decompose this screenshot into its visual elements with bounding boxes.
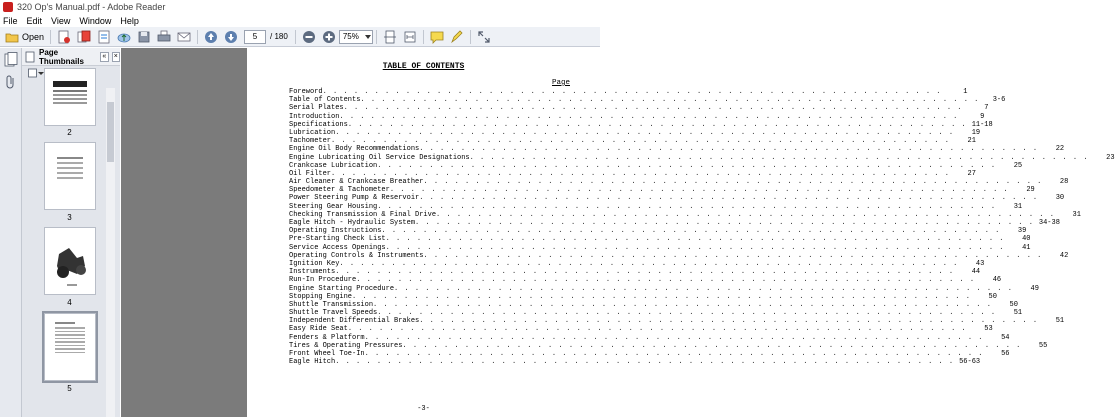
toc-entry-page: 44 (971, 268, 981, 277)
toc-entry (289, 309, 1023, 318)
toc-entry (289, 112, 985, 121)
toc-entry (289, 341, 1048, 350)
toc-leader-dots: . . . . . . . . . . . . . . . . . . . . . . . . . . . . . . . . . . . . . . . . . . . . . . . . . . . . . . . . . . . . (360, 96, 980, 105)
toc-leader-dots: . . . . . . . . . . . . . . . . . . . . . . . . . . . . . . . . . . . . . . . . . . . . . . . . . . . . . . . . . . . . (356, 276, 976, 285)
adobe-reader-icon (3, 2, 13, 12)
fit-page-icon (383, 30, 397, 44)
toc-entry-title: Eagle Hitch (289, 358, 336, 367)
toc-leader-dots: . . . . . . . . . . . . . . . . . . . . . . . . . . . . . . . . . . . . . . . . . . . . . . . . . . . . . . . . . . . . (331, 137, 950, 146)
fit-page-button[interactable] (382, 29, 398, 45)
toc-entry (289, 145, 1065, 154)
toc-leader-dots: . . . . . . . . . . . . . . . . . . . . . . . . . . . . . . . . . . . . . . . . . . . . . . . . . . . . . . . . . . . . (347, 325, 967, 334)
paperclip-icon (4, 74, 18, 90)
fit-width-icon (403, 30, 417, 44)
toc-entry-page: 22 (1055, 145, 1065, 154)
create-pdf-button[interactable] (56, 29, 72, 45)
toc-entry-title: Eagle Hitch - Hydraulic System (289, 219, 416, 227)
toc-entry-page: 43 (975, 259, 985, 268)
toc-entry-title: Tires & Operating Pressures (289, 341, 403, 350)
zoom-out-button[interactable] (301, 29, 317, 45)
toc-entry-title: Checking Transmission & Final Drive (289, 210, 437, 219)
toc-entry (289, 153, 1115, 162)
toc-entry-title: Oil Filter (289, 169, 332, 178)
page-total: / 180 (270, 32, 288, 41)
toc-leader-dots: . . . . . . . . . . . . . . . . . . . . . . . . . . . . . . . . . . . . . . . . . . . . . . . . . . . . . . . . . . . . (381, 227, 1001, 236)
toc-entry-title: Tachometer (289, 137, 332, 146)
toc-entry (289, 227, 1027, 236)
toc-entry (289, 276, 1002, 285)
minus-circle-icon (302, 30, 316, 44)
comment-icon (430, 30, 444, 44)
next-page-button[interactable] (223, 29, 239, 45)
toc-entry (289, 259, 985, 268)
thumbnail-label: 2 (67, 128, 72, 137)
toc-entry (289, 300, 1018, 309)
toc-entry (289, 210, 1081, 219)
toc-leader-dots: . . . . . . . . . . . . . . . . . . . . . . . . . . . . . . . . . . . . . . . . . . . . . . . . . . . . . . . . . . . . (331, 169, 950, 178)
toc-entry-title: Instruments (289, 268, 336, 277)
arrow-up-icon (204, 30, 218, 44)
toc-entry-title: Run-In Procedure (289, 276, 357, 285)
toc-entry (289, 219, 1060, 227)
folder-icon (5, 31, 19, 43)
page-number-input[interactable]: 5 (244, 30, 266, 44)
toc-entry-title: Engine Starting Procedure (289, 284, 395, 293)
toc-entry-title: Stopping Engine (289, 292, 353, 301)
toc-entry-page: 41 (1022, 243, 1031, 252)
thumbnail-label: 3 (67, 213, 72, 222)
toolbar-separator (50, 30, 51, 44)
toc-entry-title: Independent Differential Brakes (289, 317, 420, 326)
save-button[interactable] (136, 29, 152, 45)
toc-entry (289, 243, 1031, 252)
toolbar (0, 27, 600, 47)
sign-pen-icon (450, 30, 464, 44)
toc-entry-title: Table of Contents (289, 96, 361, 105)
window-title: 320 Op's Manual.pdf - Adobe Reader (17, 2, 166, 12)
toc-entry-page: 34-38 (1038, 219, 1060, 227)
toc-entry (289, 186, 1035, 195)
toc-entry-page: 29 (1026, 186, 1035, 195)
toc-entry (289, 104, 989, 113)
expand-icon (477, 30, 491, 44)
menu-bar (0, 14, 600, 27)
toc-leader-dots: . . . . . . . . . . . . . . . . . . . . . . . . . . . . . . . . . . . . . . . . . . . . . . . . . . . . . . . . . . . . (377, 309, 997, 318)
print-icon (157, 30, 171, 44)
toc-leader-dots: . . . . . . . . . . . . . . . . . . . . . . . . . . . . . . . . . . . . . . . . . . . . . . . . . . . . . . . . . . . . (377, 202, 997, 211)
toc-leader-dots: . . . . . . . . . . . . . . . . . . . . . . . . . . . . . . . . . . . . . . . . . . . . . . . . . . . . . . . . . . . . (419, 194, 1039, 203)
page-thumbnails-icon (25, 51, 35, 63)
toc-entry-page: 23 (1106, 153, 1115, 162)
toc-entry (289, 202, 1023, 211)
menu-file[interactable]: File (3, 15, 18, 26)
toc-entry-page: 25 (1013, 161, 1023, 170)
toc-entry (289, 251, 1069, 260)
toc-leader-dots: . . . . . . . . . . . . . . . . . . . . . . . . . . . . . . . . . . . . . . . . . . . . . . . . . . . . . . . . . . . . (389, 186, 1009, 195)
thumbnails-header (22, 48, 120, 66)
menu-help[interactable]: Help (120, 15, 139, 26)
toc-entry-title: Specifications (289, 120, 348, 129)
toc-entry-page: 50 (1009, 300, 1018, 309)
toc-entry-page: 7 (984, 104, 989, 113)
toolbar-separator (470, 30, 471, 44)
toc-leader-dots: . . . . . . . . . . . . . . . . . . . . . . . . . . . . . . . . . . . . . . . . . . . . . . . . . . . . . . . . . . . . (394, 284, 1013, 293)
save-icon (137, 30, 151, 44)
zoom-value: 75% (342, 31, 359, 41)
toc-leader-dots: . . . . . . . . . . . . . . . . . . . . . . . . . . . . . . . . . . . . . . . . . . . . . . . . . . . . . . . . . . . . (347, 120, 967, 129)
toc-leader-dots: . . . . . . . . . . . . . . . . . . . . . . . . . . . . . . . . . . . . . . . . . . . . . . . . . . . . . . . . . . . . (339, 112, 959, 121)
toc-leader-dots: . . . . . . . . . . . . . . . . . . . . . . . . . . . . . . . . . . . . . . . . . . . . . . . . . . . . . . . . . . . . (377, 161, 997, 170)
toc-entry-page: 1 (963, 88, 968, 96)
collapse-panel-button[interactable]: « (100, 52, 108, 62)
thumbnail-page-3[interactable] (44, 142, 96, 210)
toc-entry (289, 169, 976, 178)
thumbnail-page-2[interactable] (44, 68, 96, 126)
toc-entry-page: 49 (1030, 284, 1039, 293)
toc-leader-dots: . . . . . . . . . . . . . . . . . . . . . . . . . . . . . . . . . . . . . . . . . . . . . . . . . . . . . . . . . . . . (339, 259, 959, 268)
toc-entry-title: Speedometer & Tachometer (289, 186, 390, 195)
toc-entry-page: 56 (1001, 350, 1010, 358)
toc-entry-page: 50 (988, 292, 997, 301)
pages-panel-button[interactable] (4, 52, 18, 71)
toc-leader-dots: . . . . . . . . . . . . . . . . . . . . . . . . . . . . . . . . . . . . . . . . . . . . . . . . . . . . . . . . . . . . (364, 333, 984, 342)
toc-entry (289, 350, 1010, 358)
toc-leader-dots: . . . . . . . . . . . . . . . . . . . . . . . . . . . . . . . . . . . . . . . . . . . . . . . . . . . . . . . . . . . . (335, 268, 955, 277)
tractor-image (45, 228, 95, 294)
toc-entry (289, 333, 1010, 342)
toc-entry-title: Steering Gear Housing (289, 202, 378, 211)
cloud-upload-icon (117, 30, 131, 44)
toc-leader-dots: . . . . . . . . . . . . . . . . . . . . . . . . . . . . . . . . . . . . . . . . . . . . . . . . . . . . . . . . . . . . (343, 104, 963, 113)
document-viewer[interactable] (121, 48, 1115, 417)
toc-leader-dots: . . . . . . . . . . . . . . . . . . . . . . . . . . . . . . . . . . . . . . . . . . . . . . . . . . . . . . . . . . . . (469, 153, 1089, 162)
toc-entry (289, 96, 1006, 105)
menu-view[interactable]: View (51, 15, 71, 26)
sign-button[interactable] (449, 29, 465, 45)
combine-button[interactable] (76, 29, 92, 45)
thumbnails-scrollbar[interactable] (106, 88, 115, 417)
fit-width-button[interactable] (402, 29, 418, 45)
toc-entry-page: 28 (1059, 178, 1069, 187)
toc-entry-title: Pre-Starting Check List (289, 235, 386, 244)
toc-entry (289, 317, 1065, 326)
toc-entry-page: 42 (1059, 251, 1069, 260)
toc-entry (289, 88, 968, 96)
toc-leader-dots: . . . . . . . . . . . . . . . . . . . . . . . . . . . . . . . . . . . . . . . . . . . . . . . . . . . . . . . . . . . . (423, 251, 1043, 260)
toc-entry-page: 9 (980, 112, 985, 121)
toc-entry-page: 31 (1072, 210, 1081, 219)
toc-entry-title: Shuttle Travel Speeds (289, 309, 378, 318)
toc-entry-title: Power Steering Pump & Reservoir (289, 194, 420, 203)
email-button[interactable] (176, 29, 192, 45)
toc-entry-page: 19 (971, 128, 981, 137)
toc-entry-title: Fenders & Platform (289, 333, 365, 342)
toc-leader-dots: . . . . . . . . . . . . . . . . . . . . . . . . . . . . . . . . . . . . . . . . . . . . . . . . . . . . . . . . . . . . (436, 210, 1055, 219)
toc-entry (289, 358, 981, 367)
toc-leader-dots: . . . . . . . . . . . . . . . . . . . . . . . . . . . . . . . . . . . . . . . . . . . . . . . . . . . . . . . . . . . . (335, 358, 955, 367)
toc-entry-page: 56-63 (959, 358, 981, 367)
chevron-down-icon (365, 35, 371, 39)
toc-entry-page: 51 (1013, 309, 1023, 318)
toc-entry-title: Serial Plates (289, 104, 344, 113)
scrollbar-thumb[interactable] (107, 102, 114, 162)
thumbnails-title: Page Thumbnails (39, 47, 84, 66)
toc-entry (289, 268, 981, 277)
toc-entry-page: 40 (1022, 235, 1031, 244)
toc-entry (289, 161, 1023, 170)
toc-entry (289, 284, 1039, 293)
toc-page-column-header: Page (551, 79, 570, 87)
menu-window[interactable]: Window (79, 15, 112, 26)
toc-entry-page: 39 (1017, 227, 1027, 236)
collaborate-icon (97, 30, 111, 44)
toc-entry (289, 178, 1069, 187)
toc-entry (289, 292, 997, 301)
toc-entry (289, 235, 1031, 244)
toc-entry-title: Crankcase Lubrication (289, 161, 378, 170)
menu-edit[interactable]: Edit (26, 15, 43, 26)
toolbar-separator (197, 30, 198, 44)
toc-leader-dots: . . . . . . . . . . . . . . . . . . . . . . . . . . . . . . . . . . . . . . . . . . . . . . . . . . . . . . . . . . . . (373, 300, 992, 309)
toc-leader-dots: . . . . . . . . . . . . . . . . . . . . . . . . . . . . . . . . . . . . . . . . . . . . . . . . . . . . . . . . . . . . (419, 145, 1039, 154)
toc-entry-title: Operating Controls & Instruments (289, 251, 424, 260)
toc-entry-title: Foreword (289, 88, 323, 96)
toc-leader-dots: . . . . . . . . . . . . . . . . . . . . . . . . . . . . . . . . . . . . . . . . . . . . . . . . . . . . . . . . . . . . (364, 350, 984, 358)
page-footer-number: -3- (417, 405, 430, 413)
toc-entry (289, 137, 976, 146)
toc-entry-title: Front Wheel Toe-In (289, 350, 365, 358)
title-bar (0, 0, 600, 14)
toc-entry-page: 21 (967, 137, 976, 146)
thumbnail-page-5[interactable] (44, 313, 96, 381)
zoom-in-button[interactable] (321, 29, 337, 45)
toc-leader-dots: . . . . . . . . . . . . . . . . . . . . . . . . . . . . . . . . . . . . . . . . . . . . . . . . . . . . . . . . . . . . (335, 128, 955, 137)
toc-entry (289, 325, 993, 334)
toc-title: TABLE OF CONTENTS (382, 62, 465, 71)
toc-leader-dots: . . . . . . . . . . . . . . . . . . . . . . . . . . . . . . . . . . . . . . . . . . . . . . . . . . . . . . . . . . . . (419, 317, 1039, 326)
toc-leader-dots: . . . . . . . . . . . . . . . . . . . . . . . . . . . . . . . . . . . . . . . . . . . . . . . . . . . . . . . . . . . . (322, 88, 942, 96)
toc-entry-title: Ignition Key (289, 259, 340, 268)
pdf-page (247, 48, 1115, 417)
toc-leader-dots: . . . . . . . . . . . . . . . . . . . . . . . . . . . . . . . . . . . . . . . . . . . . . . . . . . . . . . . . . . . . (352, 292, 971, 301)
previous-page-button[interactable] (203, 29, 219, 45)
close-panel-button[interactable]: × (112, 52, 120, 62)
toc-entry-title: Introduction (289, 112, 340, 121)
toc-entry-page: 53 (984, 325, 993, 334)
thumbnail-label: 4 (67, 298, 72, 307)
toc-entry-page: 54 (1001, 333, 1010, 342)
toc-entry (289, 128, 981, 137)
toc-entry-page: 11-18 (971, 120, 993, 129)
toolbar-separator (295, 30, 296, 44)
toc-entry-page: 51 (1055, 317, 1065, 326)
toc-entry-page: 30 (1055, 194, 1065, 203)
options-menu-icon[interactable] (28, 68, 44, 78)
toc-entry-title: Operating Instructions (289, 227, 382, 236)
toc-leader-dots: . . . . . . . . . . . . . . . . . . . . . . . . . . . . . . . . . . . . . . . . . . . . . . . . . . . . . . . . . . . . (415, 219, 1034, 227)
toc-entry-page: 27 (967, 169, 976, 178)
email-icon (177, 30, 191, 44)
plus-circle-icon (322, 30, 336, 44)
attachments-panel-button[interactable] (4, 74, 18, 93)
navigation-pane-strip (0, 48, 22, 417)
toc-entry-title: Lubrication (289, 128, 336, 137)
toc-entry-title: Air Cleaner & Crankcase Breather (289, 178, 424, 187)
arrow-down-icon (224, 30, 238, 44)
toc-entry-page: 46 (992, 276, 1002, 285)
toc-entry-title: Shuttle Transmission (289, 300, 374, 309)
toc-entry-title: Engine Lubricating Oil Service Designations (289, 153, 470, 162)
toc-leader-dots: . . . . . . . . . . . . . . . . . . . . . . . . . . . . . . . . . . . . . . . . . . . . . . . . . . . . . . . . . . . . (385, 243, 1005, 252)
create-pdf-icon (57, 30, 71, 44)
expand-button[interactable] (476, 29, 492, 45)
toc-leader-dots: . . . . . . . . . . . . . . . . . . . . . . . . . . . . . . . . . . . . . . . . . . . . . . . . . . . . . . . . . . . . (385, 235, 1005, 244)
thumbnail-label: 5 (67, 384, 72, 393)
open-button[interactable] (2, 29, 47, 45)
open-label: Open (22, 31, 45, 42)
zoom-level-select[interactable] (339, 30, 373, 44)
toolbar-separator (376, 30, 377, 44)
toc-entry (289, 120, 993, 129)
toc-entry-title: Service Access Openings (289, 243, 386, 252)
combine-files-icon (77, 30, 91, 44)
toolbar-separator (423, 30, 424, 44)
toc-leader-dots: . . . . . . . . . . . . . . . . . . . . . . . . . . . . . . . . . . . . . . . . . . . . . . . . . . . . . . . . . . . . (423, 178, 1043, 187)
upload-button[interactable] (116, 29, 132, 45)
toc-list (289, 88, 1115, 367)
toc-entry (289, 194, 1065, 203)
thumbnail-page-4[interactable] (44, 227, 96, 295)
pages-icon (4, 52, 18, 68)
toc-entry-page: 3-6 (992, 96, 1006, 105)
comment-button[interactable] (429, 29, 445, 45)
toc-entry-title: Easy Ride Seat (289, 325, 348, 334)
toc-entry-title: Engine Oil Body Recommendations (289, 145, 420, 154)
toc-leader-dots: . . . . . . . . . . . . . . . . . . . . . . . . . . . . . . . . . . . . . . . . . . . . . . . . . . . . . . . . . . . . (402, 341, 1022, 350)
collaborate-button[interactable] (96, 29, 112, 45)
toc-entry-page: 31 (1013, 202, 1023, 211)
print-button[interactable] (156, 29, 172, 45)
toc-entry-page: 55 (1038, 341, 1048, 350)
